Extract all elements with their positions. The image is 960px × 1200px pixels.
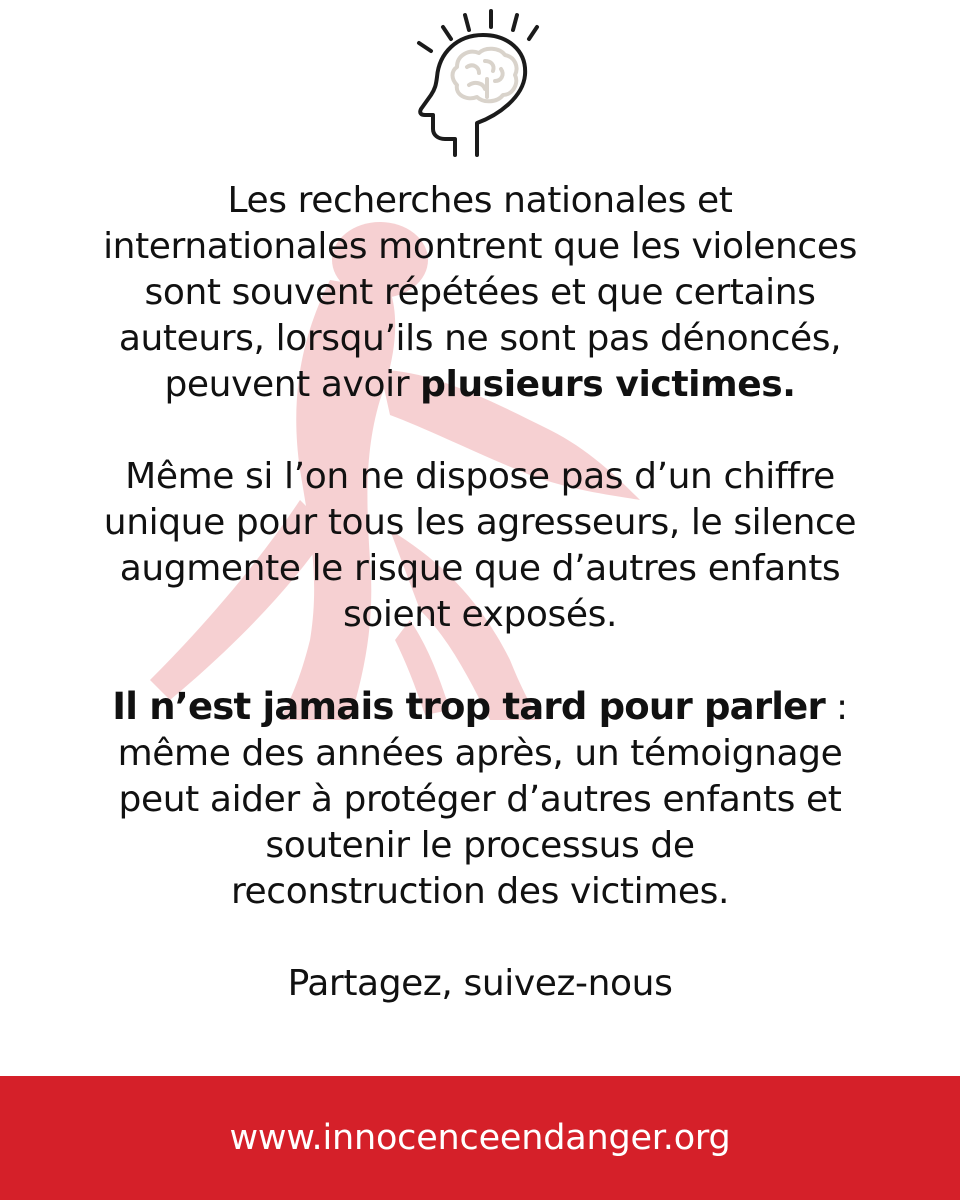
text-line: soutenir le processus de xyxy=(265,825,695,866)
footer-banner xyxy=(0,1076,960,1200)
text-line: augmente le risque que d’autres enfants xyxy=(119,548,841,589)
text-line: auteurs, lorsqu’ils ne sont pas dénoncés, xyxy=(118,318,842,359)
text-line: sont souvent répétées et que certains xyxy=(144,272,816,313)
text-line: internationales montrent que les violences xyxy=(103,226,857,267)
emphasis-text: plusieurs victimes. xyxy=(420,364,796,405)
head-with-brain-icon xyxy=(405,5,545,160)
call-to-action-text: Partagez, suivez-nous xyxy=(287,963,673,1004)
text-line: Les recherches nationales et xyxy=(227,180,733,221)
paragraph-speak-up xyxy=(40,684,920,915)
text-line: reconstruction des victimes. xyxy=(230,871,730,912)
text-line: peut aider à protéger d’autres enfants et xyxy=(118,779,842,820)
paragraph-silence xyxy=(40,454,920,638)
text-segment: peuvent avoir xyxy=(164,364,421,405)
text-segment: : xyxy=(824,687,848,728)
text-line: soient exposés. xyxy=(342,594,618,635)
text-line xyxy=(40,362,920,408)
text-line: unique pour tous les agresseurs, le silence xyxy=(103,502,857,543)
text-line: même des années après, un témoignage xyxy=(117,733,843,774)
text-line xyxy=(40,684,920,731)
text-line: Même si l’on ne dispose pas d’un chiffre xyxy=(125,456,835,497)
website-url[interactable]: www.innocenceendanger.org xyxy=(229,1118,731,1158)
paragraph-research xyxy=(40,178,920,408)
paragraph-share xyxy=(40,961,920,1007)
emphasis-text: Il n’est jamais trop tard pour parler xyxy=(112,685,825,728)
main-text-block xyxy=(40,178,920,1007)
